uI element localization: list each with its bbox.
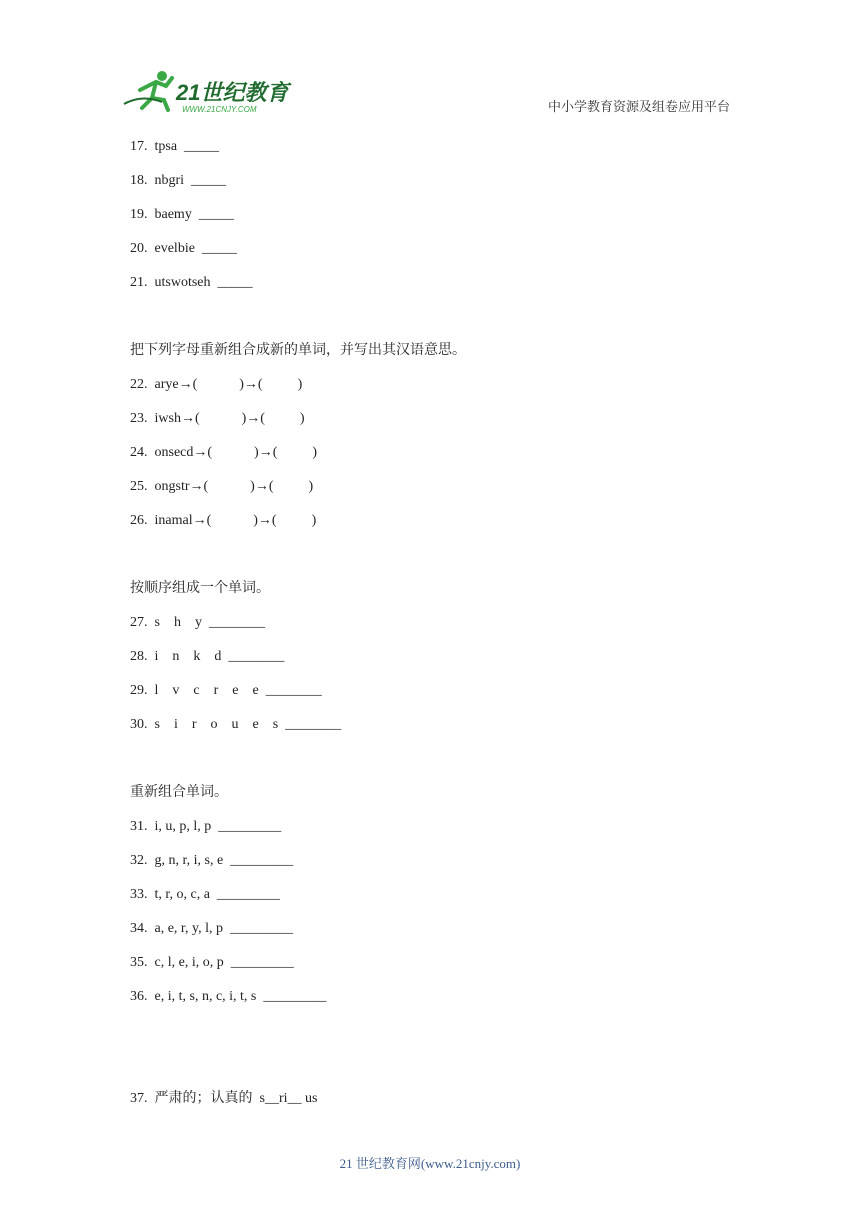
section-title: 把下列字母重新组合成新的单词，并写出其汉语意思。 <box>130 343 466 358</box>
site-logo <box>122 68 292 116</box>
question-32: 32. g, n, r, i, s, e _________ <box>130 853 294 868</box>
question-28: 28. i n k d ________ <box>130 649 285 664</box>
question-37: 37. 严肃的；认真的 s__ri__ us <box>130 1091 318 1106</box>
logo-url-text: WWW.21CNJY.COM <box>182 105 257 114</box>
runner-logo-icon <box>122 68 292 116</box>
question-26: 26. inamal→( )→( ) <box>130 513 317 528</box>
question-23: 23. iwsh→( )→( ) <box>130 411 305 426</box>
question-25: 25. ongstr→( )→( ) <box>130 479 314 494</box>
question-35: 35. c, l, e, i, o, p _________ <box>130 955 294 970</box>
question-30: 30. s i r o u e s ________ <box>130 717 342 732</box>
worksheet-content <box>130 135 750 1121</box>
question-17: 17. tpsa _____ <box>130 139 220 154</box>
question-34: 34. a, e, r, y, l, p _________ <box>130 921 294 936</box>
footer-source: 21 世纪教育网(www.21cnjy.com) <box>339 1156 521 1171</box>
question-36: 36. e, i, t, s, n, c, i, t, s _________ <box>130 989 327 1004</box>
section-title: 按顺序组成一个单词。 <box>130 581 270 596</box>
question-21: 21. utswotseh _____ <box>130 275 253 290</box>
question-29: 29. l v c r e e ________ <box>130 683 322 698</box>
logo-text: 21世纪教育 <box>176 80 289 105</box>
question-33: 33. t, r, o, c, a _________ <box>130 887 280 902</box>
question-27: 27. s h y ________ <box>130 615 265 630</box>
section-title: 重新组合单词。 <box>130 785 228 800</box>
question-22: 22. arye→( )→( ) <box>130 377 303 392</box>
header-tagline: 中小学教育资源及组卷应用平台 <box>548 99 731 114</box>
question-19: 19. baemy _____ <box>130 207 234 222</box>
question-18: 18. nbgri _____ <box>130 173 227 188</box>
question-24: 24. onsecd→( )→( ) <box>130 445 318 460</box>
question-20: 20. evelbie _____ <box>130 241 237 256</box>
question-31: 31. i, u, p, l, p _________ <box>130 819 282 834</box>
